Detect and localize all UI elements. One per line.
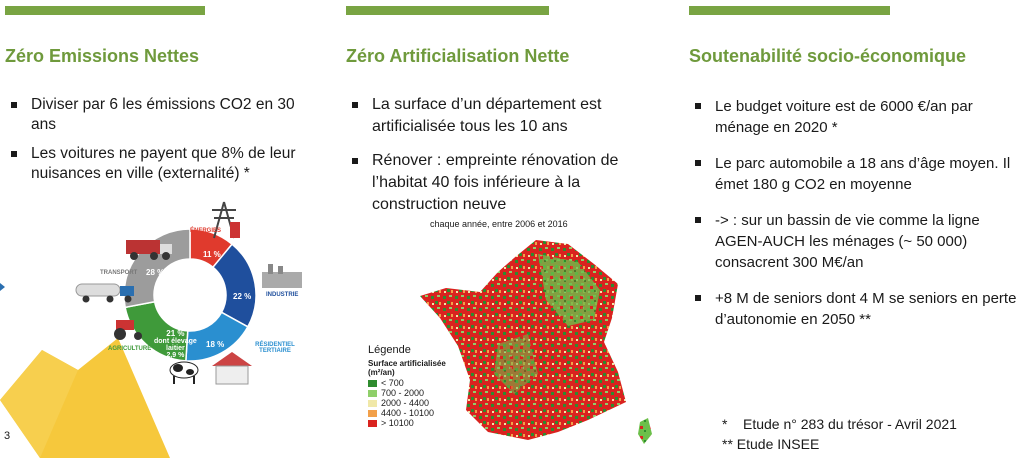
france-artificialisation-map [418, 234, 668, 446]
legend-swatch [368, 410, 377, 417]
bullet-list [689, 96, 1019, 345]
list-item: Le budget voiture est de 6000 €/an par ménage en 2020 * [689, 96, 1019, 138]
donut-sub-label: 2,9 % [166, 352, 185, 359]
legend-swatch [368, 420, 377, 427]
legend-subtitle: Surface artificialisée [368, 359, 446, 368]
legend-label: 4400 - 10100 [381, 408, 435, 418]
list-item: -> : sur un bassin de vie comme la ligne AGEN-AUCH les ménages (~ 50 000) consacrent 300 M€/an [689, 210, 1019, 273]
factory-icon [260, 264, 304, 290]
legend-item [368, 378, 446, 388]
donut-value-transport: 28 % [146, 268, 165, 277]
donut-value-industry: 22 % [233, 292, 252, 301]
column-title: Zéro Emissions Nettes [5, 46, 200, 66]
tanker-truck-icon [74, 282, 138, 304]
legend-item [368, 398, 446, 408]
donut-label-industry: INDUSTRIE [266, 292, 299, 298]
legend-title: Légende [368, 344, 411, 356]
map-caption: chaque année, entre 2006 et 2016 [430, 219, 568, 229]
footnote: ** Etude INSEE [722, 436, 820, 452]
donut-value-energies: 11 % [203, 250, 221, 259]
slide-number: 3 [4, 430, 11, 442]
map-legend [368, 344, 446, 428]
donut-value-residential: 18 % [206, 340, 225, 349]
donut-sub-label: dont élevage [154, 338, 197, 345]
list-item: La surface d’un département est artificialisée tous les 10 ans [346, 94, 646, 138]
donut-value-agriculture [154, 329, 197, 359]
list-item: Rénover : empreinte rénovation de l’habitat 40 fois inférieure à la construction neuve [346, 150, 646, 216]
donut-sub-label: laitier [166, 345, 185, 352]
power-pylon-icon [204, 200, 244, 240]
legend-swatch [368, 400, 377, 407]
cow-icon [166, 358, 202, 386]
donut-label-residential: RÉSIDENTIEL TERTIAIRE [255, 342, 295, 354]
donut-label-agriculture: AGRICULTURE [108, 346, 152, 352]
column-title: Zéro Artificialisation Nette [346, 46, 570, 66]
tractor-icon [110, 316, 146, 342]
list-item: Les voitures ne payent que 8% de leur nuisances en ville (externalité) * [5, 144, 305, 184]
bullet-list [5, 95, 305, 193]
legend-item [368, 388, 446, 398]
legend-item [368, 408, 446, 418]
legend-swatch [368, 380, 377, 387]
legend-label: > 10100 [381, 418, 414, 428]
donut-label-transport: TRANSPORT [100, 270, 138, 276]
accent-bar-middle [346, 6, 549, 15]
nav-arrow-icon [0, 283, 5, 291]
legend-label: 2000 - 4400 [381, 398, 430, 408]
legend-unit: (m²/an) [368, 368, 395, 377]
house-icon [210, 350, 254, 386]
legend-label: < 700 [381, 378, 404, 388]
legend-swatch [368, 390, 377, 397]
footnote: * Etude n° 283 du trésor - Avril 2021 [722, 416, 957, 432]
list-item: Le parc automobile a 18 ans d’âge moyen. Il émet 180 g CO2 en moyenne [689, 153, 1019, 195]
emissions-donut-chart [70, 200, 310, 390]
legend-item [368, 418, 446, 428]
truck-icon [124, 236, 176, 262]
legend-items [368, 378, 446, 428]
donut-value-agriculture-main: 21 % [166, 329, 185, 338]
list-item: +8 M de seniors dont 4 M se seniors en perte d’autonomie en 2050 ** [689, 288, 1019, 330]
column-title: Soutenabilité socio-économique [689, 46, 967, 66]
bullet-list [346, 94, 646, 228]
accent-bar-right [689, 6, 890, 15]
legend-label: 700 - 2000 [381, 388, 425, 398]
accent-bar-left [5, 6, 205, 15]
list-item: Diviser par 6 les émissions CO2 en 30 ans [5, 95, 305, 135]
donut-label-energies: ÉNERGIES [190, 228, 222, 234]
